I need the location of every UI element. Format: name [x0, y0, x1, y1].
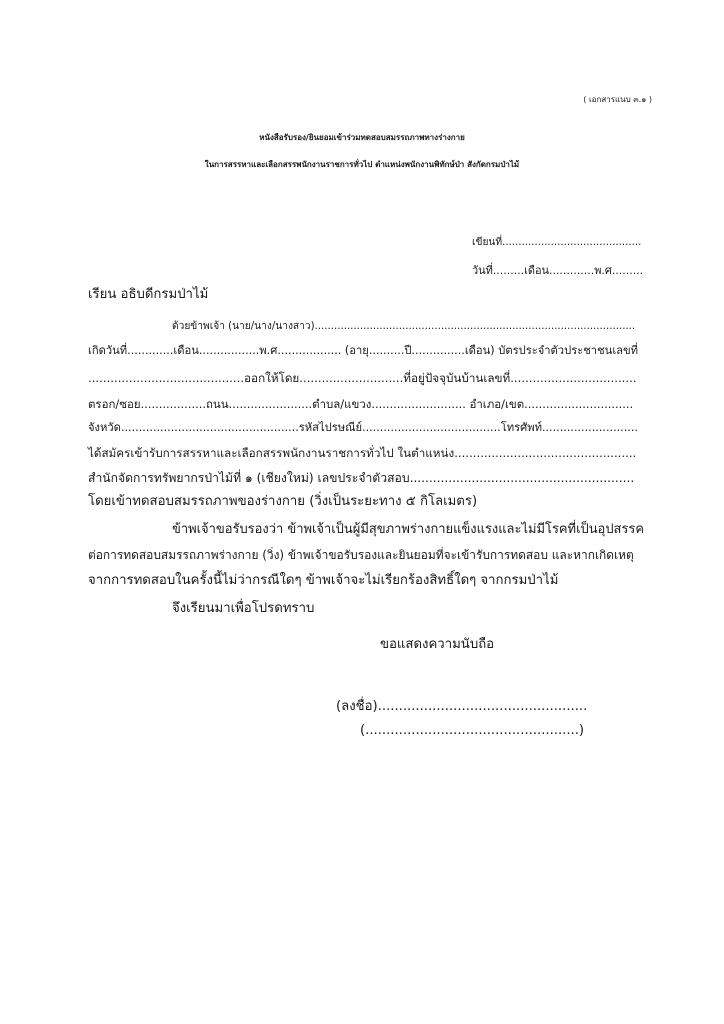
form-line-street: ตรอก/ซอย..................ถนน.......................ตำบล/แขวง.......................... อำเภอ/เขต.............................. — [88, 397, 634, 411]
title-line-2: ในการสรรหาและเลือกสรรพนักงานราชการทั่วไป ตำแหน่งพนักงานพิทักษ์ป่า สังกัดกรมป่าไม้ — [204, 160, 520, 169]
form-line-office: สำนักจัดการทรัพยากรป่าไม้ที่ ๑ (เชียงใหม่) เลขประจำตัวสอบ.......................................................... — [88, 471, 635, 485]
date-line: วันที่.........เดือน.............พ.ศ......... — [472, 264, 644, 277]
form-line-test: โดยเข้าทดสอบสมรรถภาพของร่างกาย (วิ่งเป็นระยะทาง ๕ กิโลเมตร) — [88, 494, 478, 509]
signature-line: (ลงชื่อ).................................................. — [336, 699, 588, 714]
signature-name-line: (...................................................) — [360, 723, 585, 738]
written-at-line: เขียนที่........................................... — [472, 237, 642, 248]
title-line-1: หนังสือรับรอง/ยินยอมเข้าร่วมทดสอบสมรรถภาพทางร่างกาย — [259, 133, 465, 142]
regards-text: ขอแสดงความนับถือ — [380, 637, 495, 652]
form-line-province: จังหวัด..................................................รหัสไปรษณีย์.......................................โทรศัพท์........................... — [88, 421, 638, 434]
paragraph-line-3: จากการทดสอบในครั้งนี้ไม่ว่ากรณีใดๆ ข้าพเจ้าจะไม่เรียกร้องสิทธิ์ใดๆ จากกรมป่าไม้ — [88, 573, 559, 588]
salutation: เรียน อธิบดีกรมป่าไม้ — [88, 287, 209, 302]
form-line-position: ได้สมัครเข้ารับการสรรหาและเลือกสรรพนักงานราชการทั่วไป ในตำแหน่ง................................................. — [88, 446, 637, 460]
paragraph-line-1: ข้าพเจ้าขอรับรองว่า ข้าพเจ้าเป็นผู้มีสุขภาพร่างกายแข็งแรงและไม่มีโรคที่เป็นอุปสรรค — [172, 522, 644, 537]
closing-text: จึงเรียนมาเพื่อโปรดทราบ — [172, 601, 315, 616]
form-line-issued-address: ..........................................ออกให้โดย............................ที่อยู่ปัจจุบันบ้านเลขที่.................................. — [88, 371, 637, 385]
document-reference: ( เอกสารแนบ ๓.๑ ) — [583, 95, 652, 104]
form-line-birth: เกิดวันที่.............เดือน.................พ.ศ.................. (อายุ..........ปี...............เดือน) บัตรประจำตัวประชาชนเลขที่ — [88, 344, 639, 357]
paragraph-line-2: ต่อการทดสอบสมรรถภาพร่างกาย (วิ่ง) ข้าพเจ้าขอรับรองและยินยอมที่จะเข้ารับการทดสอบ และหากเกิดเหตุ — [88, 548, 634, 562]
form-line-name: ด้วยข้าพเจ้า (นาย/นาง/นางสาว)................................................................................................... — [172, 321, 636, 332]
